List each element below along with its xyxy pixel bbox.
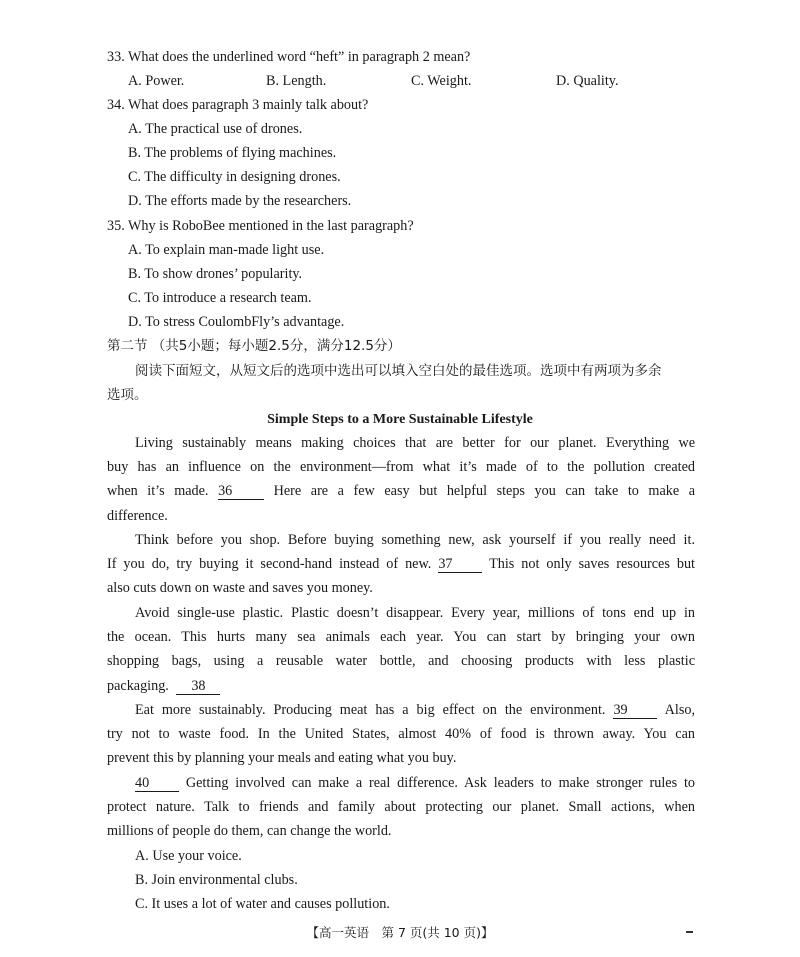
- paragraph-3-line-2: the ocean. This hurts many sea animals each year. You can start by bringing your own: [107, 629, 695, 646]
- paragraph-1-text: Here are a few easy but helpful steps you can take to make a: [273, 483, 696, 500]
- blank-40: 40: [135, 775, 179, 792]
- paragraph-5: [107, 771, 695, 844]
- question-33-option-b: B. Length.: [266, 73, 327, 89]
- blank-38: 38: [176, 678, 220, 695]
- footer-mark: [686, 931, 693, 933]
- question-35-option-c: C. To introduce a research team.: [128, 290, 312, 306]
- choice-a: A. Use your voice.: [135, 848, 242, 864]
- paragraph-1-line-1: Living sustainably means making choices that are better for our planet. Everything we: [135, 435, 695, 451]
- paragraph-4-line-1: [107, 698, 695, 722]
- paragraph-1: [107, 431, 695, 528]
- paragraph-3-text: packaging.: [107, 677, 169, 694]
- question-34-option-b: B. The problems of flying machines.: [128, 145, 337, 161]
- paragraph-2-text: If you do, try buying it second-hand instead of new.: [107, 556, 432, 573]
- paragraph-5-line-3: millions of people do them, can change the world.: [107, 823, 392, 840]
- paragraph-1-line-2: buy has an influence on the environment—from what it’s made of to the pollution created: [107, 459, 695, 476]
- paragraph-4-text: Eat more sustainably. Producing meat has a big effect on the environment.: [135, 702, 606, 718]
- section-instruction: 阅读下面短文，从短文后的选项中选出可以填入空白处的最佳选项。选项中有两项为多余: [135, 363, 662, 379]
- question-35-option-a: A. To explain man-made light use.: [128, 242, 325, 258]
- paragraph-5-line-1: [107, 771, 695, 795]
- question-34-stem: 34. What does paragraph 3 mainly talk about?: [107, 97, 369, 113]
- paragraph-1-text: when it’s made.: [107, 483, 209, 500]
- blank-37: 37: [438, 556, 482, 573]
- paragraph-3-line-3: shopping bags, using a reusable water bottle, and choosing products with less plastic: [107, 653, 695, 670]
- paragraph-2: [107, 528, 695, 601]
- paragraph-3-line-1: Avoid single-use plastic. Plastic doesn’t disappear. Every year, millions of tons end up in: [135, 605, 695, 621]
- paragraph-2-text: This not only saves resources but: [489, 556, 695, 573]
- paragraph-5-text: Getting involved can make a real difference. Ask leaders to make stronger rules to: [185, 775, 695, 791]
- question-35-option-b: B. To show drones’ popularity.: [128, 266, 303, 282]
- paragraph-2-line-3: also cuts down on waste and saves you money.: [107, 580, 373, 597]
- paragraph-1-line-4: difference.: [107, 507, 168, 524]
- paragraph-2-line-1: Think before you shop. Before buying something new, ask yourself if you really need it.: [135, 532, 695, 548]
- section-instruction-cont: 选项。: [107, 387, 148, 403]
- question-35-option-d: D. To stress CoulombFly’s advantage.: [128, 314, 345, 330]
- question-33-option-a: A. Power.: [128, 73, 185, 89]
- paragraph-3: [107, 601, 695, 698]
- paragraph-2-line-2: [107, 552, 695, 576]
- paragraph-4-text: Also,: [664, 702, 696, 718]
- paragraph-1-line-3: [107, 479, 695, 503]
- choice-c: C. It uses a lot of water and causes pollution.: [135, 896, 390, 912]
- question-34-option-d: D. The efforts made by the researchers.: [128, 193, 352, 209]
- question-33-option-c: C. Weight.: [411, 73, 472, 89]
- question-34-option-a: A. The practical use of drones.: [128, 121, 303, 137]
- paragraph-4-line-3: prevent this by planning your meals and eating what you buy.: [107, 750, 457, 767]
- question-34-option-c: C. The difficulty in designing drones.: [128, 169, 341, 185]
- blank-36: 36: [218, 483, 264, 500]
- question-33-option-d: D. Quality.: [556, 73, 619, 89]
- question-33-stem: 33. What does the underlined word “heft” in paragraph 2 mean?: [107, 49, 471, 65]
- passage-title: Simple Steps to a More Sustainable Lifestyle: [267, 412, 533, 427]
- paragraph-3-line-4: [107, 674, 695, 698]
- blank-39: 39: [613, 702, 657, 719]
- choice-b: B. Join environmental clubs.: [135, 872, 298, 888]
- paragraph-4-line-2: try not to waste food. In the United States, almost 40% of food is thrown away. You can: [107, 726, 695, 743]
- paragraph-4: [107, 698, 695, 771]
- question-35-stem: 35. Why is RoboBee mentioned in the last paragraph?: [107, 218, 414, 234]
- section-header: 第二节 （共5小题；每小题2.5分，满分12.5分）: [107, 338, 401, 354]
- paragraph-5-line-2: protect nature. Talk to friends and family about protecting our planet. Small actions, when: [107, 799, 695, 816]
- page-footer: 【高一英语 第 7 页(共 10 页)】: [306, 925, 494, 940]
